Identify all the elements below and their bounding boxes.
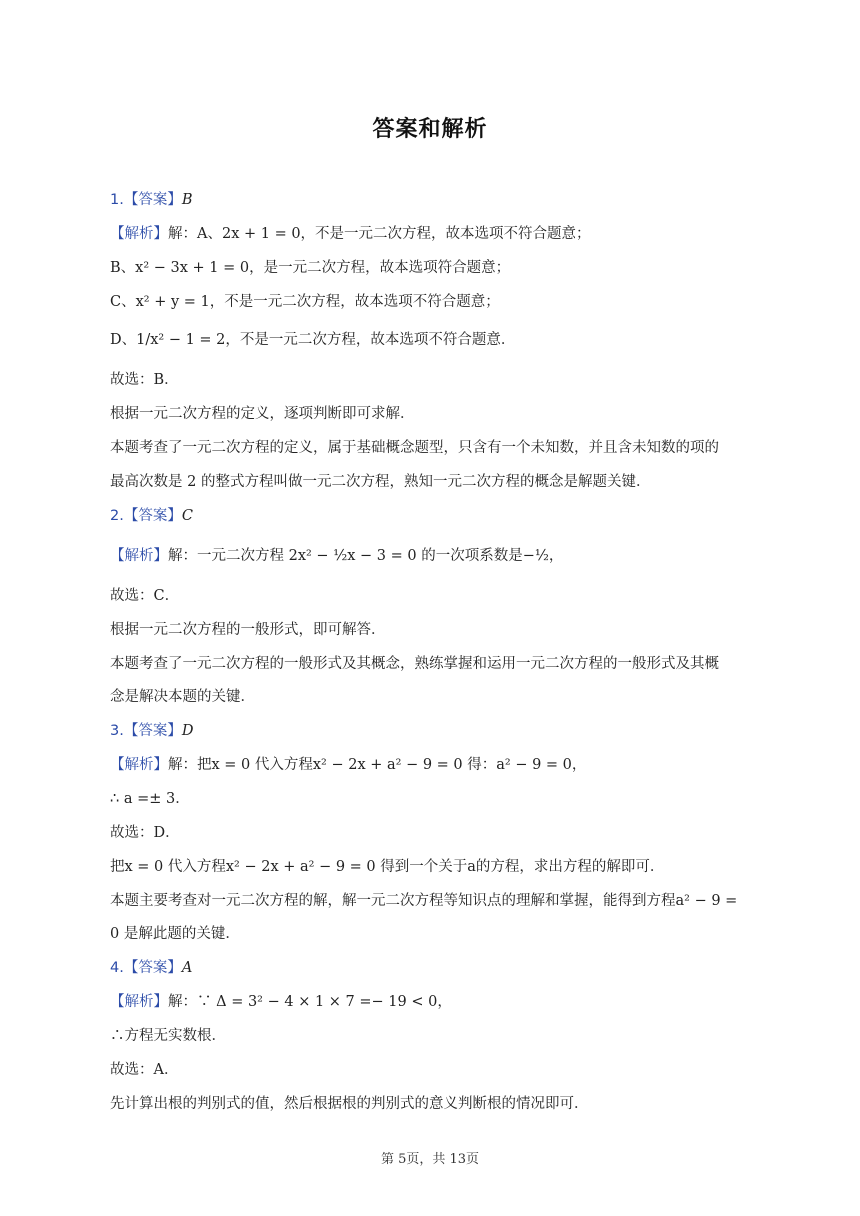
question-number: 2. [110, 508, 124, 524]
answer-value: C [181, 508, 193, 524]
answer-tag: 【答案】 [123, 723, 182, 739]
analysis-line: C、x² + y = 1，不是一元二次方程，故本选项不符合题意； [110, 294, 500, 310]
analysis-line [110, 992, 452, 1012]
analysis-line: 把x = 0 代入方程x² − 2x + a² − 9 = 0 得到一个关于a的方程，求出方程的解即可． [110, 859, 665, 875]
analysis-line [110, 546, 563, 566]
analysis-text: 解：把x = 0 代入方程x² − 2x + a² − 9 = 0 得：a² − 9 = 0， [168, 757, 587, 773]
question-3-header [110, 721, 193, 741]
analysis-tag: 【解析】 [110, 757, 168, 773]
analysis-line: D、1/x² − 1 = 2，不是一元二次方程，故本选项不符合题意． [110, 332, 516, 348]
question-number: 3. [110, 723, 124, 739]
answer-value: D [181, 723, 194, 739]
analysis-tag: 【解析】 [110, 548, 168, 564]
answer-tag: 【答案】 [123, 192, 182, 208]
analysis-line: 本题考查了一元二次方程的一般形式及其概念，熟练掌握和运用一元二次方程的一般形式及其概 [110, 656, 719, 672]
analysis-line [110, 224, 591, 244]
page-title: 答案和解析 [372, 117, 488, 142]
analysis-line: 根据一元二次方程的一般形式，即可解答． [110, 622, 386, 638]
analysis-line: 本题考查了一元二次方程的定义，属于基础概念题型，只含有一个未知数，并且含未知数的项的 [110, 440, 719, 456]
question-number: 4. [110, 960, 124, 976]
analysis-line: 根据一元二次方程的定义，逐项判断即可求解． [110, 406, 415, 422]
question-2-header [110, 506, 193, 526]
page-footer: 第 5页，共 13页 [380, 1152, 480, 1167]
analysis-line: ∴方程无实数根． [110, 1028, 226, 1044]
analysis-line: 故选：C． [110, 588, 180, 604]
analysis-text: 解：A、2x + 1 = 0，不是一元二次方程，故本选项不符合题意； [168, 226, 591, 242]
analysis-line: 故选：A． [110, 1062, 179, 1078]
question-number: 1. [110, 192, 124, 208]
question-1-header [110, 190, 193, 210]
analysis-line: 最高次数是 2 的整式方程叫做一元二次方程，熟知一元二次方程的概念是解题关键． [110, 474, 651, 490]
analysis-line [110, 755, 586, 775]
question-4-header [110, 958, 192, 978]
analysis-line: 先计算出根的判别式的值，然后根据根的判别式的意义判断根的情况即可． [110, 1096, 589, 1112]
answer-value: A [181, 960, 193, 976]
analysis-line: 0 是解此题的关键． [110, 926, 240, 942]
analysis-line: ∴ a =± 3． [110, 791, 190, 807]
answer-tag: 【答案】 [123, 508, 182, 524]
analysis-line: 故选：B． [110, 372, 179, 388]
analysis-line: B、x² − 3x + 1 = 0，是一元二次方程，故本选项符合题意； [110, 260, 511, 276]
analysis-tag: 【解析】 [110, 226, 168, 242]
analysis-tag: 【解析】 [110, 994, 168, 1010]
analysis-text: 解：一元二次方程 2x² − ½x − 3 = 0 的一次项系数是−½， [168, 548, 564, 564]
analysis-line: 本题主要考查对一元二次方程的解，解一元二次方程等知识点的理解和掌握，能得到方程a² − 9 = [110, 893, 738, 909]
analysis-line: 故选：D． [110, 825, 180, 841]
analysis-line: 念是解决本题的关键． [110, 689, 255, 705]
answer-value: B [181, 192, 193, 208]
analysis-text: 解：∵ Δ = 3² − 4 × 1 × 7 =− 19 < 0， [168, 994, 452, 1010]
answer-tag: 【答案】 [123, 960, 182, 976]
